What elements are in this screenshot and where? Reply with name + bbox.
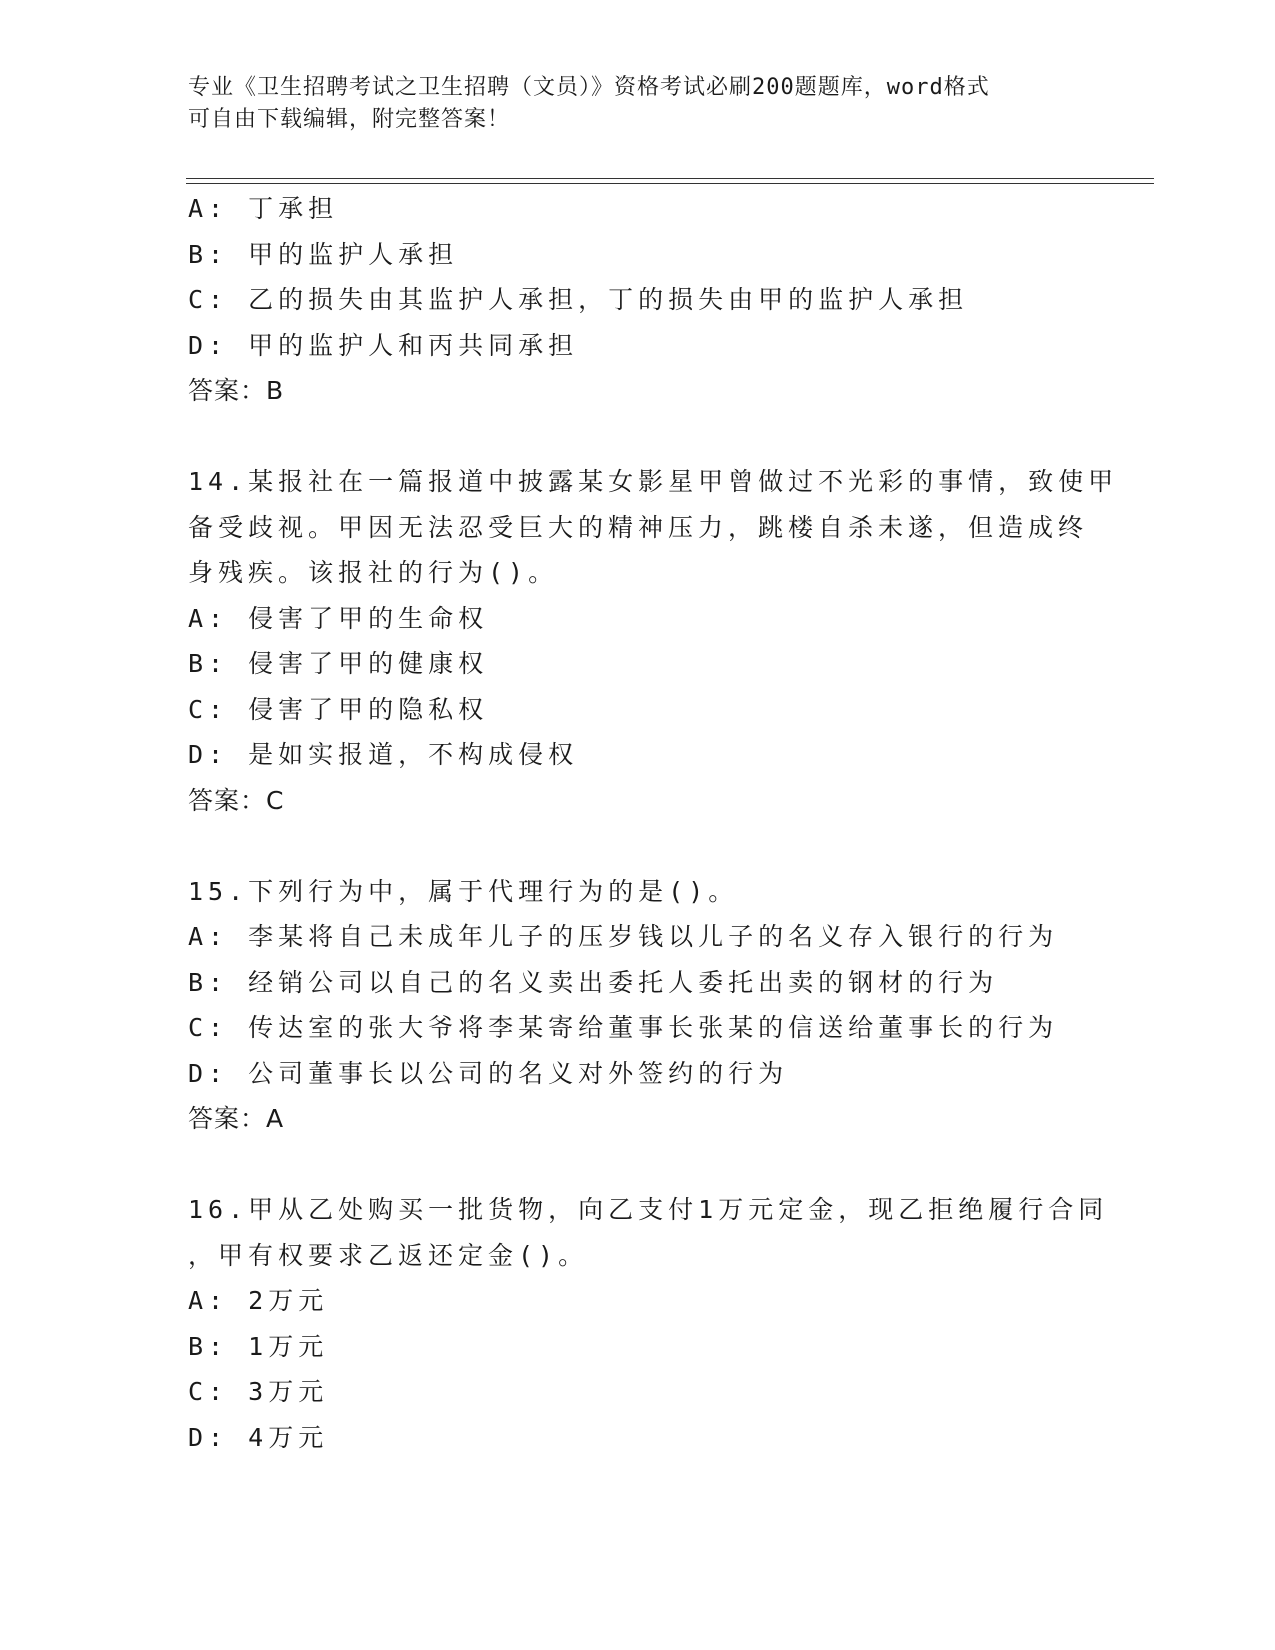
header-line-1: 专业《卫生招聘考试之卫生招聘（文员）》资格考试必刷200题题库，word格式 (188, 75, 990, 100)
option-a: A: 丁承担 (188, 194, 339, 223)
question-stem-line-2: 备受歧视。甲因无法忍受巨大的精神压力，跳楼自杀未遂，但造成终 (188, 512, 1089, 542)
document-header (188, 72, 1088, 136)
question-stem-line-1: 14.某报社在一篇报道中披露某女影星甲曾做过不光彩的事情，致使甲 (188, 467, 1119, 496)
spacer (188, 1142, 1088, 1188)
question-stem-line-1: 16.甲从乙处购买一批货物，向乙支付1万元定金，现乙拒绝履行合同 (188, 1195, 1109, 1224)
question-stem-line-3: 身残疾。该报社的行为()。 (188, 558, 559, 587)
option-c: C: 3万元 (188, 1377, 329, 1406)
question-13 (188, 186, 1088, 414)
option-a: A: 李某将自己未成年儿子的压岁钱以儿子的名义存入银行的行为 (188, 922, 1059, 951)
option-d: D: 是如实报道，不构成侵权 (188, 740, 579, 769)
answer: 答案：A (188, 1104, 285, 1133)
option-d: D: 公司董事长以公司的名义对外签约的行为 (188, 1058, 789, 1088)
question-16 (188, 1187, 1109, 1460)
answer: 答案：B (188, 376, 285, 405)
option-a: A: 侵害了甲的生命权 (188, 603, 489, 633)
question-14 (188, 459, 1119, 823)
option-c: C: 侵害了甲的隐私权 (188, 694, 489, 724)
option-b: B: 侵害了甲的健康权 (188, 649, 489, 678)
option-b: B: 甲的监护人承担 (188, 239, 459, 269)
question-15 (188, 869, 1088, 1142)
spacer (188, 823, 1088, 869)
question-body (188, 186, 1119, 1460)
header-rule-top (186, 178, 1154, 179)
option-c: C: 传达室的张大爷将李某寄给董事长张某的信送给董事长的行为 (188, 1013, 1059, 1042)
question-stem-line-1: 15.下列行为中，属于代理行为的是()。 (188, 876, 739, 906)
option-b: B: 经销公司以自己的名义卖出委托人委托出卖的钢材的行为 (188, 967, 999, 997)
header-line-2: 可自由下载编辑，附完整答案！ (188, 107, 511, 132)
option-d: D: 4万元 (188, 1422, 329, 1452)
option-a: A: 2万元 (188, 1286, 329, 1315)
option-d: D: 甲的监护人和丙共同承担 (188, 330, 579, 360)
spacer (188, 414, 1088, 460)
option-b: B: 1万元 (188, 1331, 329, 1361)
header-rule-bottom (186, 183, 1154, 184)
question-stem-line-2: ，甲有权要求乙返还定金()。 (188, 1240, 589, 1270)
answer: 答案：C (188, 785, 285, 815)
option-c: C: 乙的损失由其监护人承担，丁的损失由甲的监护人承担 (188, 285, 969, 314)
